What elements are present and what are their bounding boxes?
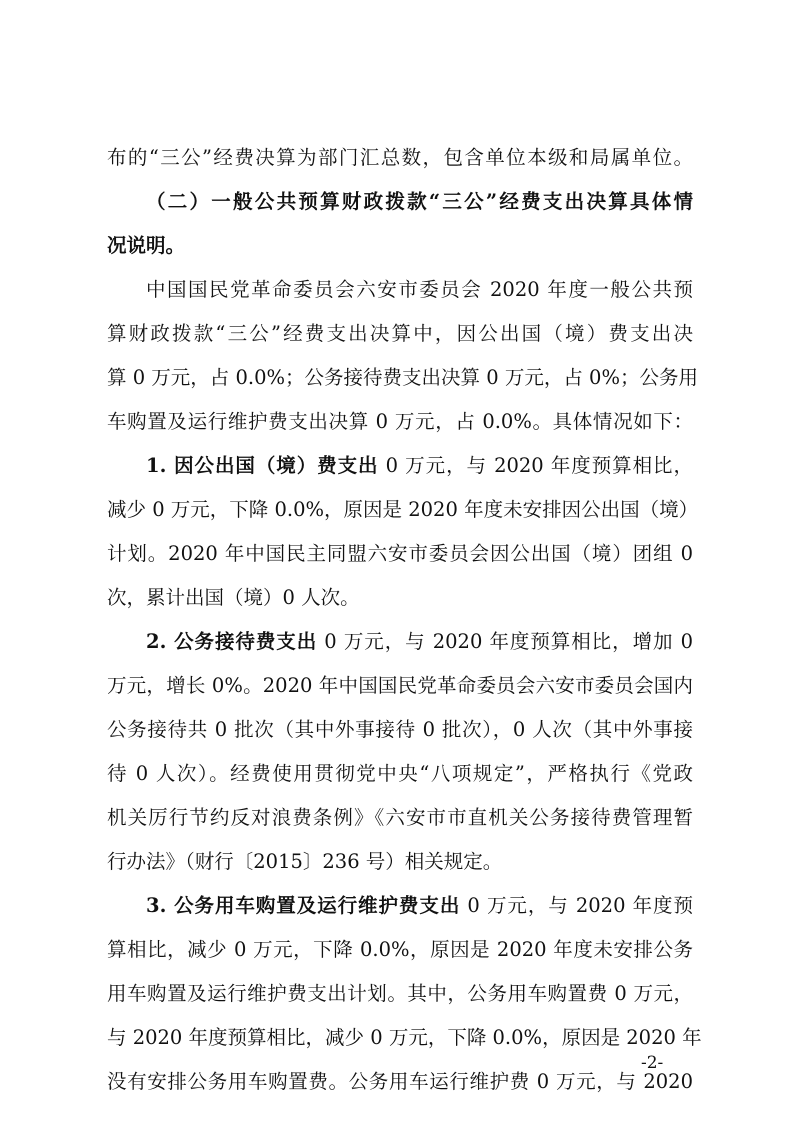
- paragraph-line: 次，累计出国（境）0 人次。: [107, 586, 360, 609]
- paragraph-line: 算 0 万元，占 0.0%；公务接待费支出决算 0 万元，占 0%；公务用: [107, 366, 698, 389]
- paragraph-line: 万元，增长 0%。2020 年中国国民党革命委员会六安市委员会国内: [107, 674, 693, 697]
- item-text: 0 万元，与 2020 年度预算相比，增加 0: [317, 630, 693, 653]
- section-heading-line: 况说明。: [107, 234, 186, 257]
- item-heading: 3. 公务用车购置及运行维护费支出: [146, 894, 461, 917]
- paragraph-line: [146, 888, 693, 924]
- paragraph-line: 与 2020 年度预算相比，减少 0 万元，下降 0.0%，原因是 2020 年: [107, 1026, 702, 1049]
- paragraph-line: 算财政拨款“三公”经费支出决算中，因公出国（境）费支出决: [107, 322, 693, 345]
- paragraph-line: 待 0 人次）。经费使用贯彻党中央“八项规定”，严格执行《党政: [107, 762, 693, 785]
- item-heading: 1. 因公出国（境）费支出: [146, 454, 379, 477]
- paragraph-line: 算相比，减少 0 万元，下降 0.0%，原因是 2020 年度未安排公务: [107, 938, 693, 961]
- paragraph-line: 用车购置及运行维护费支出计划。其中，公务用车购置费 0 万元，: [107, 982, 693, 1005]
- paragraph-line: [146, 624, 693, 660]
- paragraph-line: 没有安排公务用车购置费。公务用车运行维护费 0 万元，与 2020: [107, 1070, 693, 1093]
- item-heading: 2. 公务接待费支出: [146, 630, 318, 653]
- paragraph-line: 机关厉行节约反对浪费条例》《六安市市直机关公务接待费管理暂: [107, 806, 693, 829]
- paragraph-line: 减少 0 万元，下降 0.0%，原因是 2020 年度未安排因公出国（境）: [107, 498, 699, 521]
- paragraph-line: 行办法》（财行〔2015〕236 号）相关规定。: [107, 850, 503, 873]
- paragraph-line: 公务接待共 0 批次（其中外事接待 0 批次），0 人次（其中外事接: [107, 718, 693, 741]
- paragraph-line: 计划。2020 年中国民主同盟六安市委员会因公出国（境）团组 0: [107, 542, 693, 565]
- paragraph-line: 布的“三公”经费决算为部门汇总数，包含单位本级和局属单位。: [107, 146, 693, 169]
- page-number: -2-: [641, 1053, 664, 1073]
- paragraph-line: 车购置及运行维护费支出决算 0 万元，占 0.0%。具体情况如下：: [107, 410, 693, 433]
- section-heading-line: （二）一般公共预算财政拨款“三公”经费支出决算具体情: [146, 190, 693, 213]
- item-text: 0 万元，与 2020 年度预: [460, 894, 693, 917]
- item-text: 0 万元，与 2020 年度预算相比，: [378, 454, 693, 477]
- paragraph-line: [146, 448, 693, 484]
- paragraph-line: 中国国民党革命委员会六安市委员会 2020 年度一般公共预: [146, 278, 693, 301]
